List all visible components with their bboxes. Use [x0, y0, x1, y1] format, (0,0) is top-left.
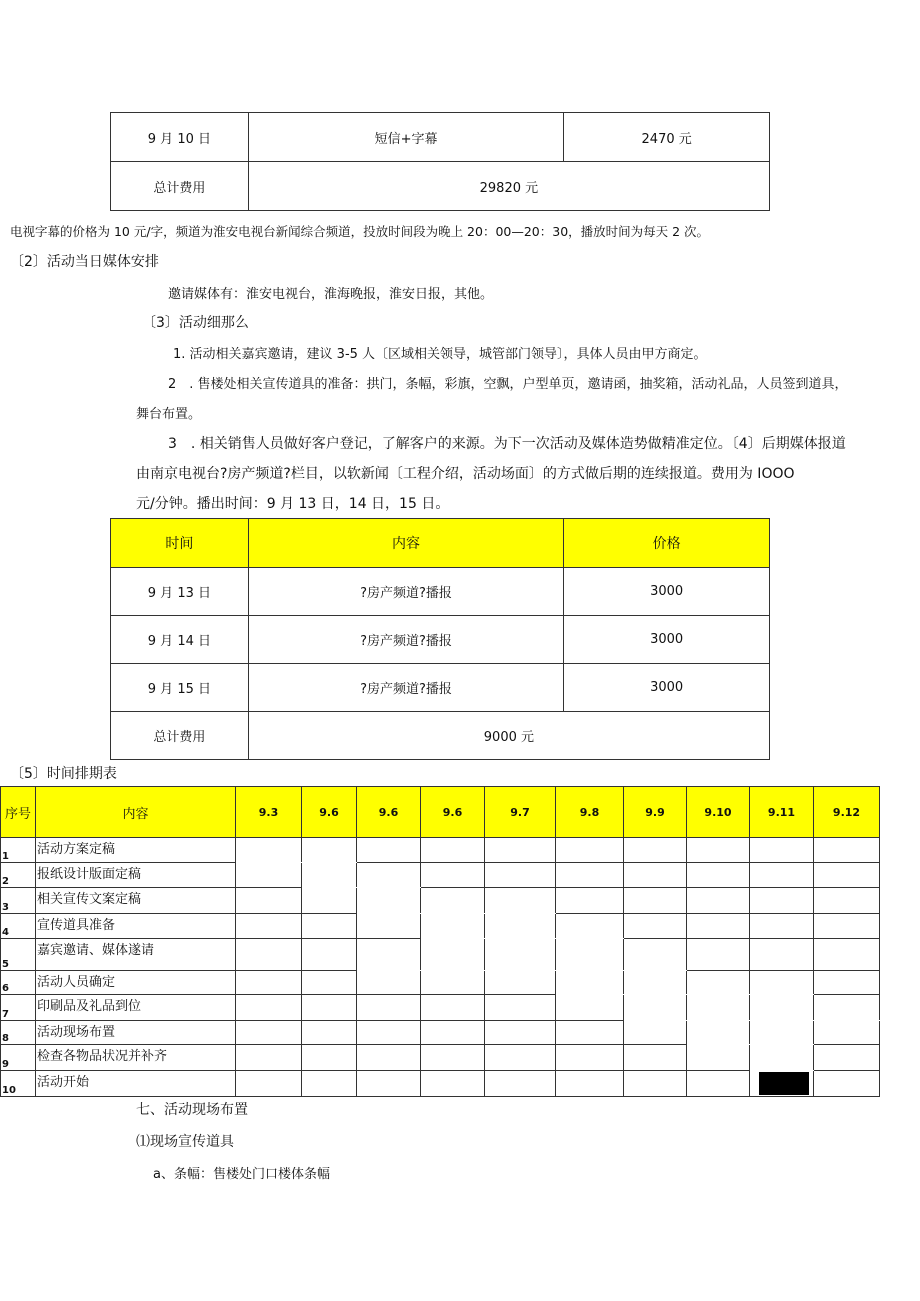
schedule-cell — [556, 1071, 624, 1097]
date-cell: 9 月 14 日 — [111, 616, 249, 664]
task-name: 活动方案定稿 — [36, 838, 236, 863]
table-row — [1, 939, 880, 971]
schedule-cell — [687, 888, 750, 914]
price-cell: 2470 元 — [564, 113, 770, 162]
price-cell: 3000 — [564, 664, 770, 712]
schedule-bar — [624, 939, 687, 971]
task-name: 活动人员确定 — [36, 971, 236, 995]
schedule-cell — [687, 939, 750, 971]
task-number: 9 — [1, 1045, 36, 1071]
schedule-cell — [421, 995, 485, 1021]
schedule-cell — [485, 1071, 556, 1097]
task-number: 6 — [1, 971, 36, 995]
task-name: 宣传道具准备 — [36, 914, 236, 939]
table-row — [1, 1045, 880, 1071]
schedule-cell — [624, 1045, 687, 1071]
table-header-row — [111, 519, 770, 568]
schedule-cell — [814, 939, 880, 971]
schedule-bar — [485, 914, 556, 939]
schedule-cell — [236, 1045, 302, 1071]
schedule-cell — [357, 971, 421, 995]
header-time: 时间 — [111, 519, 249, 568]
schedule-cell — [302, 1021, 357, 1045]
cost-table-top — [110, 112, 770, 211]
header-date: 9.3 — [236, 787, 302, 838]
section-heading-media: 〔2〕活动当日媒体安排 — [10, 254, 159, 270]
schedule-cell — [624, 1021, 687, 1045]
task-number: 3 — [1, 888, 36, 914]
schedule-cell — [485, 995, 556, 1021]
schedule-cell — [624, 1071, 687, 1097]
schedule-bar — [485, 888, 556, 914]
date-cell: 9 月 10 日 — [111, 113, 249, 162]
task-number: 2 — [1, 863, 36, 888]
content-cell: 短信+字幕 — [248, 113, 564, 162]
detail-item-1: 1. 活动相关嘉宾邀请，建议 3-5 人〔区域相关领导，城管部门领导〕，具体人员由甲方商定。 — [173, 347, 707, 362]
schedule-bar — [302, 863, 357, 888]
schedule-cell — [236, 971, 302, 995]
content-cell: ?房产频道?播报 — [248, 568, 563, 616]
schedule-cell — [814, 1045, 880, 1071]
schedule-cell — [687, 1045, 750, 1071]
header-date: 9.10 — [687, 787, 750, 838]
task-name: 相关宣传文案定稿 — [36, 888, 236, 914]
schedule-cell — [814, 971, 880, 995]
schedule-bar — [687, 1021, 750, 1045]
table-row-total — [111, 712, 770, 760]
schedule-cell — [302, 971, 357, 995]
total-label-cell: 总计费用 — [111, 712, 249, 760]
schedule-cell — [556, 888, 624, 914]
date-cell: 9 月 13 日 — [111, 568, 249, 616]
price-cell: 3000 — [564, 568, 770, 616]
schedule-cell — [556, 1021, 624, 1045]
schedule-bar — [687, 971, 750, 995]
schedule-bar — [750, 1021, 814, 1045]
schedule-cell — [556, 995, 624, 1021]
schedule-cell — [236, 939, 302, 971]
content-cell: ?房产频道?播报 — [248, 664, 563, 712]
task-number: 4 — [1, 914, 36, 939]
header-date: 9.8 — [556, 787, 624, 838]
schedule-cell — [236, 995, 302, 1021]
schedule-cell — [556, 1045, 624, 1071]
broadcast-cost-table — [110, 518, 770, 760]
media-list-text: 邀请媒体有：淮安电视台，淮海晚报，淮安日报，其他。 — [168, 287, 494, 302]
schedule-cell — [485, 838, 556, 863]
table-row — [1, 863, 880, 888]
schedule-bar — [814, 995, 880, 1021]
subsection-heading-props: ⑴现场宣传道具 — [136, 1134, 234, 1150]
table-row — [1, 1071, 880, 1097]
schedule-cell — [814, 1071, 880, 1097]
price-cell: 3000 — [564, 616, 770, 664]
schedule-cell — [750, 914, 814, 939]
task-number: 1 — [1, 838, 36, 863]
schedule-cell — [485, 1021, 556, 1045]
detail-item-3: 3 . 相关销售人员做好客户登记，了解客户的来源。为下一次活动及媒体造势做精准定位。〔4〕后期媒体报道 — [168, 436, 846, 452]
schedule-cell — [421, 971, 485, 995]
schedule-cell — [814, 914, 880, 939]
schedule-bar — [624, 971, 687, 995]
schedule-cell — [624, 888, 687, 914]
table-row — [111, 113, 770, 162]
date-cell: 9 月 15 日 — [111, 664, 249, 712]
schedule-bar — [485, 939, 556, 971]
content-cell: ?房产频道?播报 — [248, 616, 563, 664]
schedule-cell — [302, 914, 357, 939]
schedule-cell — [236, 863, 302, 888]
task-number: 10 — [1, 1071, 36, 1097]
table-row — [111, 616, 770, 664]
task-name: 活动开始 — [36, 1071, 236, 1097]
schedule-cell — [485, 1045, 556, 1071]
schedule-bar — [421, 914, 485, 939]
detail-item-2-cont: 舞台布置。 — [136, 407, 202, 422]
schedule-cell — [302, 1045, 357, 1071]
schedule-cell — [624, 838, 687, 863]
schedule-cell — [687, 838, 750, 863]
schedule-cell — [687, 1071, 750, 1097]
schedule-bar — [236, 838, 302, 863]
schedule-cell — [814, 1021, 880, 1045]
schedule-cell — [302, 1071, 357, 1097]
schedule-cell — [357, 1071, 421, 1097]
section-heading-details: 〔3〕活动细那么 — [142, 315, 249, 331]
schedule-cell — [624, 863, 687, 888]
schedule-cell — [687, 863, 750, 888]
schedule-cell — [421, 838, 485, 863]
header-date: 9.7 — [485, 787, 556, 838]
table-row — [1, 838, 880, 863]
schedule-bar — [750, 995, 814, 1021]
schedule-cell — [814, 888, 880, 914]
task-number: 7 — [1, 995, 36, 1021]
header-seq: 序号 — [1, 787, 36, 838]
tv-price-paragraph: 电视字幕的价格为 10 元/字，频道为淮安电视台新闻综合频道，投放时间段为晚上 20：00—20：30，播放时间为每天 2 次。 — [10, 224, 710, 239]
schedule-cell — [485, 863, 556, 888]
schedule-cell — [302, 939, 357, 971]
header-content: 内容 — [36, 787, 236, 838]
schedule-bar — [750, 1045, 814, 1071]
schedule-cell — [357, 838, 421, 863]
detail-item-2: 2 . 售楼处相关宣传道具的准备：拱门，条幅，彩旗，空飘，户型单页，邀请函，抽奖箱，活动礼品，人员签到道具， — [168, 377, 848, 392]
header-date: 9.6 — [302, 787, 357, 838]
table-row — [1, 995, 880, 1021]
schedule-bar — [556, 939, 624, 971]
event-start-marker — [759, 1072, 809, 1095]
header-date: 9.6 — [357, 787, 421, 838]
schedule-table — [0, 786, 880, 1097]
header-date: 9.12 — [814, 787, 880, 838]
schedule-bar — [750, 971, 814, 995]
schedule-cell — [624, 914, 687, 939]
table-row — [1, 914, 880, 939]
schedule-cell — [236, 914, 302, 939]
schedule-bar — [421, 939, 485, 971]
schedule-cell — [236, 888, 302, 914]
schedule-cell — [236, 1071, 302, 1097]
schedule-cell — [750, 838, 814, 863]
schedule-cell — [750, 939, 814, 971]
schedule-cell — [750, 888, 814, 914]
task-name: 活动现场布置 — [36, 1021, 236, 1045]
task-name: 嘉宾邀请、媒体遂请 — [36, 939, 236, 971]
schedule-cell — [687, 914, 750, 939]
schedule-cell — [357, 995, 421, 1021]
schedule-cell — [814, 838, 880, 863]
table-row-total — [111, 162, 770, 211]
schedule-cell — [357, 1021, 421, 1045]
schedule-bar — [687, 995, 750, 1021]
total-label-cell: 总计费用 — [111, 162, 249, 211]
section-heading-schedule: 〔5〕时间排期表 — [10, 766, 117, 782]
schedule-bar — [357, 888, 421, 914]
prop-item-a: a、条幅：售楼处门口楼体条幅 — [153, 1167, 330, 1182]
task-number: 5 — [1, 939, 36, 971]
schedule-bar — [556, 914, 624, 939]
header-price: 价格 — [564, 519, 770, 568]
schedule-cell — [421, 863, 485, 888]
schedule-bar — [357, 939, 421, 971]
schedule-header-row — [1, 787, 880, 838]
schedule-cell — [814, 863, 880, 888]
media-report-line1: 由南京电视台?房产频道?栏目，以软新闻〔工程介绍，活动场面〕的方式做后期的连续报道。费用为 IOOO — [136, 466, 795, 482]
table-row — [1, 888, 880, 914]
header-date: 9.9 — [624, 787, 687, 838]
task-name: 印刷品及礼品到位 — [36, 995, 236, 1021]
schedule-bar — [624, 995, 687, 1021]
task-number: 8 — [1, 1021, 36, 1045]
table-row — [111, 664, 770, 712]
section-heading-layout: 七、活动现场布置 — [136, 1102, 248, 1118]
schedule-bar — [421, 888, 485, 914]
media-report-line2: 元/分钟。播出时间：9 月 13 日，14 日，15 日。 — [136, 496, 450, 512]
table-row — [1, 971, 880, 995]
schedule-cell — [421, 1045, 485, 1071]
table-row — [1, 1021, 880, 1045]
schedule-cell — [236, 1021, 302, 1045]
task-name: 检查各物品状况并补齐 — [36, 1045, 236, 1071]
task-name: 报纸设计版面定稿 — [36, 863, 236, 888]
table-row — [111, 568, 770, 616]
schedule-cell — [556, 863, 624, 888]
schedule-cell — [750, 863, 814, 888]
total-value-cell: 9000 元 — [248, 712, 769, 760]
total-value-cell: 29820 元 — [248, 162, 769, 211]
schedule-cell — [485, 971, 556, 995]
header-content: 内容 — [248, 519, 563, 568]
schedule-cell — [421, 1021, 485, 1045]
schedule-cell — [357, 914, 421, 939]
schedule-cell — [302, 888, 357, 914]
header-date: 9.11 — [750, 787, 814, 838]
schedule-cell — [556, 838, 624, 863]
schedule-bar — [357, 863, 421, 888]
schedule-bar — [302, 838, 357, 863]
schedule-cell — [421, 1071, 485, 1097]
schedule-bar — [556, 971, 624, 995]
schedule-cell — [302, 995, 357, 1021]
schedule-cell — [357, 1045, 421, 1071]
header-date: 9.6 — [421, 787, 485, 838]
